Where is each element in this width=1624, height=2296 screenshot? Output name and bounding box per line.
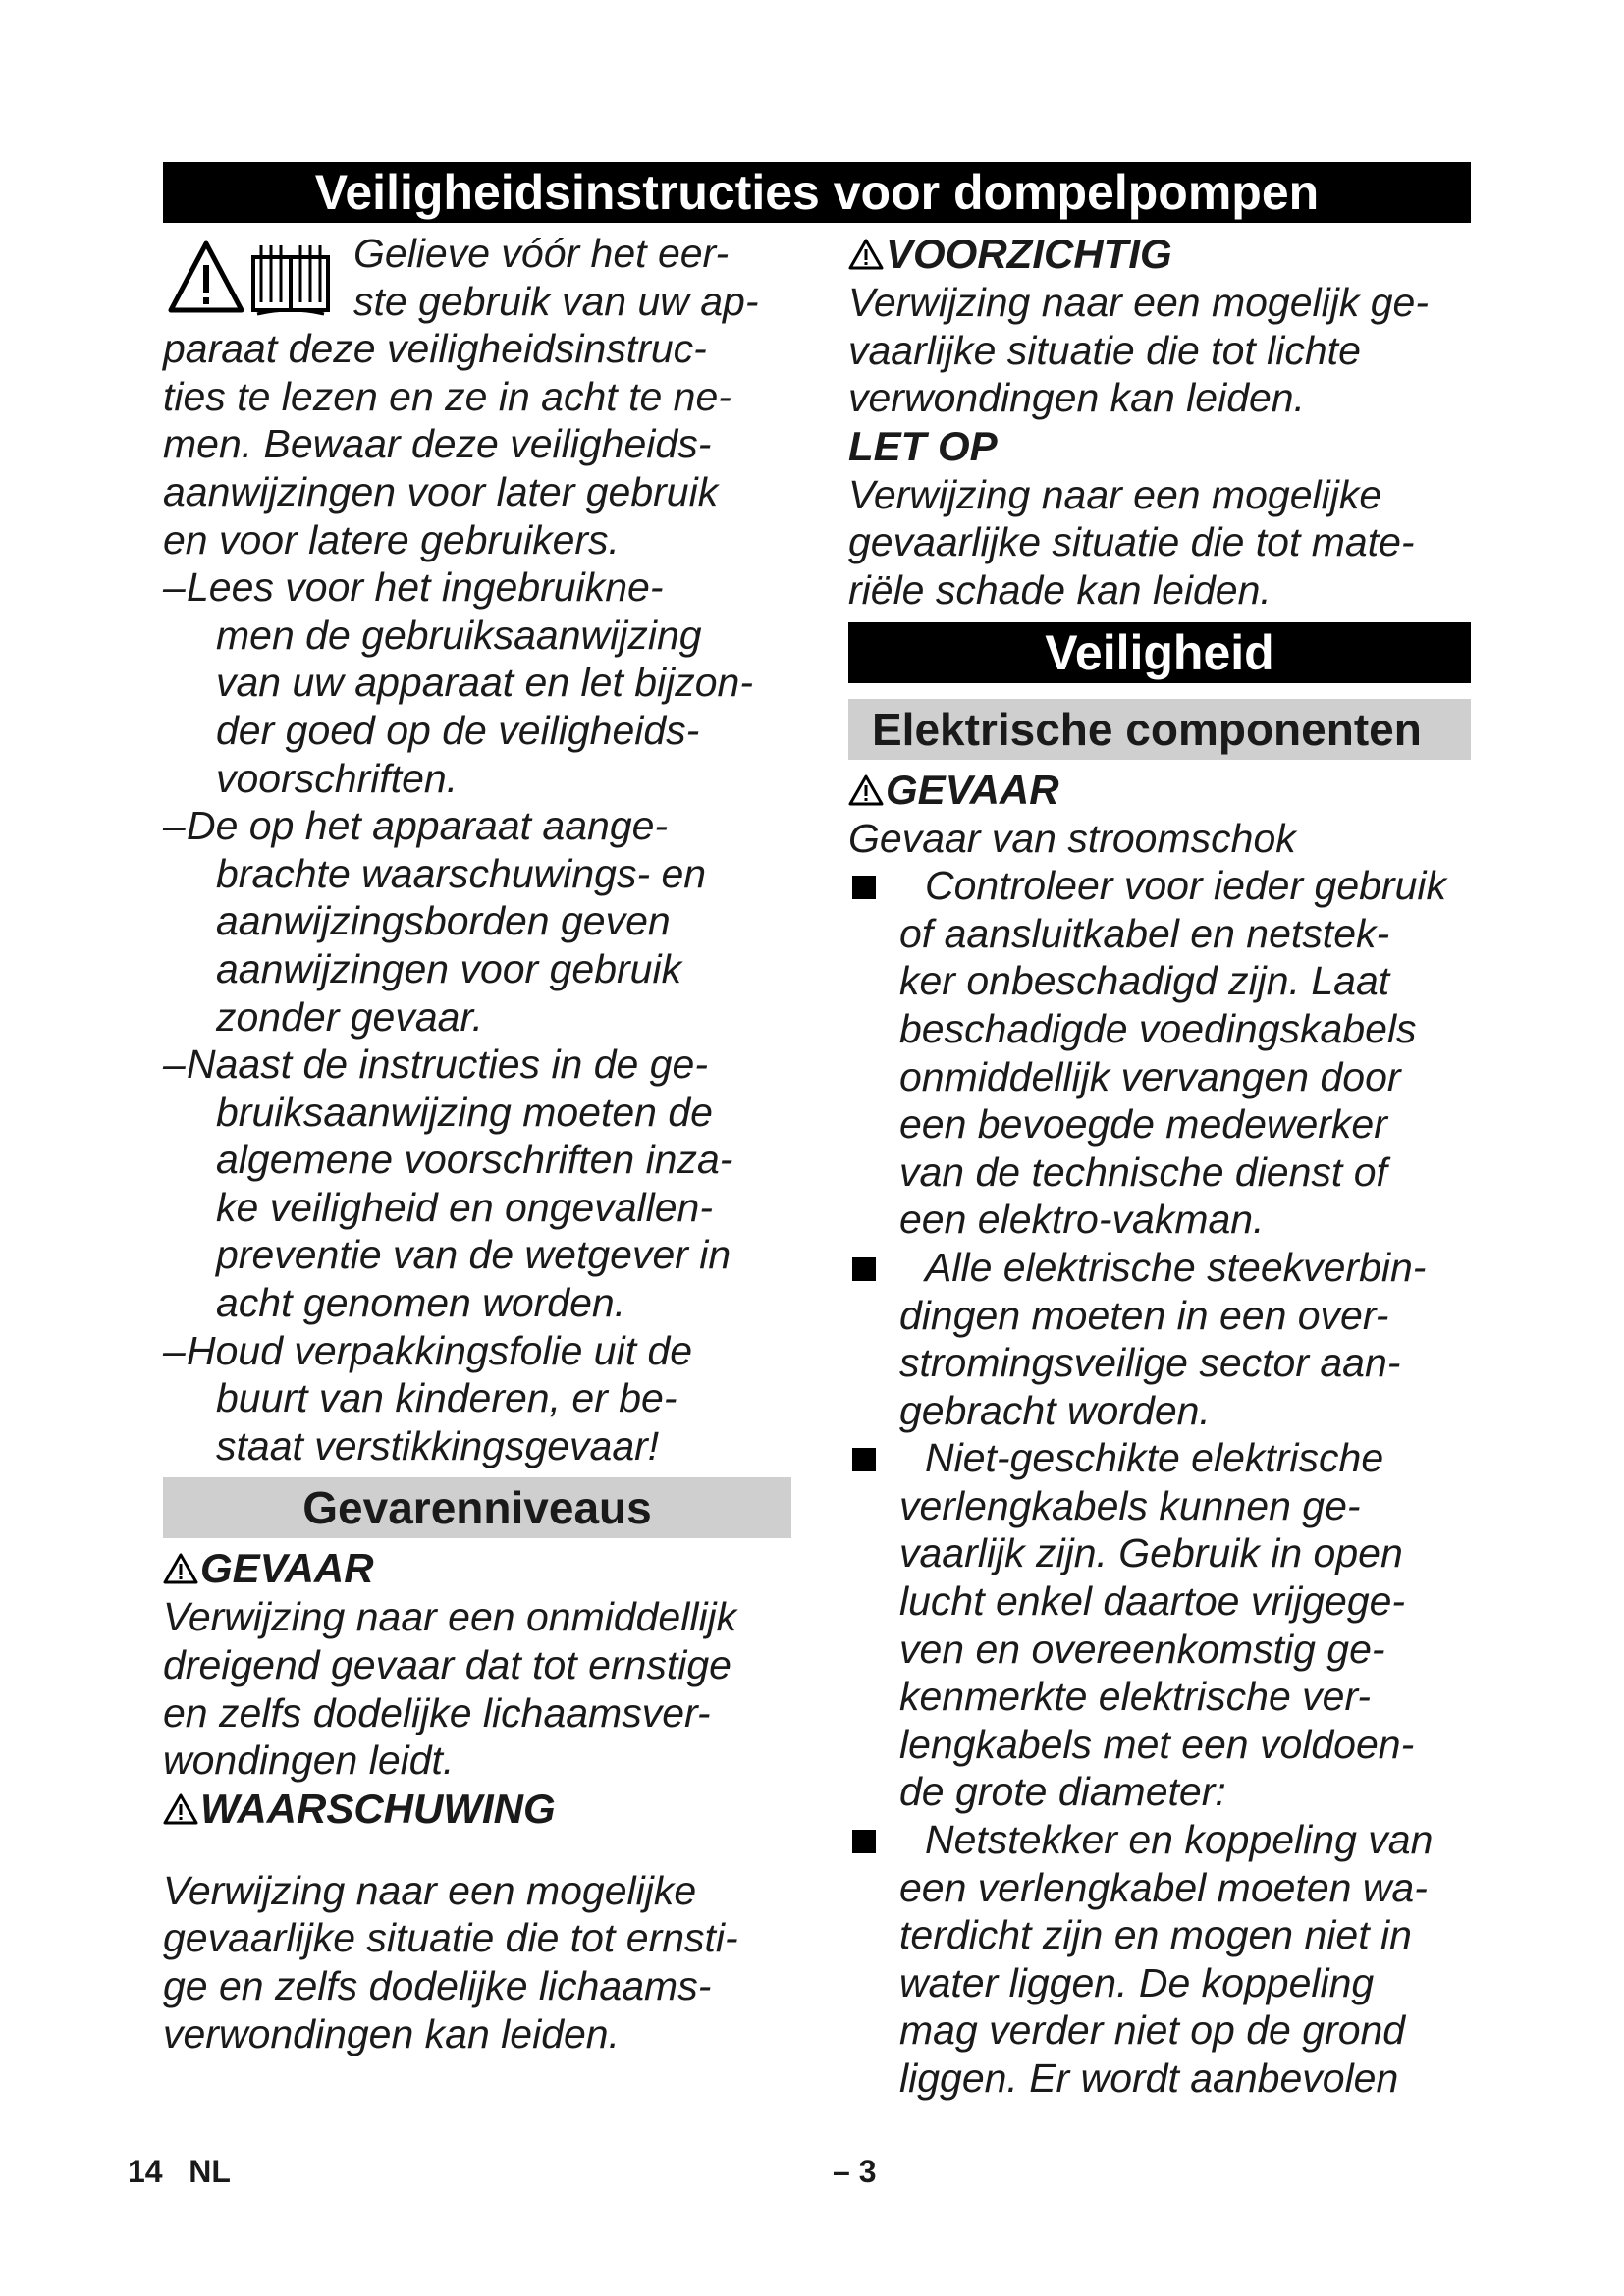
text-line: Verwijzing naar een mogelijke: [848, 471, 1382, 517]
text-line: of aansluitkabel en netstek-: [899, 910, 1390, 956]
text-line: ker onbeschadigd zijn. Laat: [899, 958, 1390, 1004]
intro-block: [163, 230, 791, 563]
text-line: van de technische dienst of: [899, 1148, 1387, 1195]
section-heading-gevarenniveaus: Gevarenniveaus: [163, 1477, 791, 1538]
text-line: Naast de instructies in de ge-: [187, 1041, 708, 1088]
dash-list-item: [163, 563, 791, 802]
signal-word-gevaar: [163, 1544, 791, 1593]
signal-word-label: GEVAAR: [200, 1545, 374, 1592]
dash-marker: –: [163, 1327, 186, 1373]
text-line: Gelieve vóór het eer-: [353, 231, 730, 276]
text-line: De op het apparaat aange-: [187, 803, 669, 849]
left-column: [163, 230, 791, 2057]
text-line: ven en overeenkomstig ge-: [899, 1626, 1385, 1672]
square-bullet-icon: [852, 1448, 876, 1471]
language-code: NL: [189, 2154, 231, 2189]
warning-triangle-icon: [163, 1552, 198, 1585]
text-line: dingen moeten in een over-: [899, 1292, 1389, 1338]
text-line: liggen. Er wordt aanbevolen: [899, 2056, 1399, 2101]
right-column: [848, 230, 1487, 2103]
gevaar-description: [163, 1593, 791, 1784]
signal-word-let-op: LET OP: [848, 422, 998, 469]
text-line: bruiksaanwijzing moeten de: [216, 1089, 713, 1135]
text-line: verlengkabels kunnen ge-: [899, 1482, 1361, 1528]
bullet-item: [848, 1816, 1487, 2103]
voorzichtig-description: [848, 279, 1487, 422]
text-line: Verwijzing naar een mogelijke: [163, 1867, 697, 1913]
text-line: gebracht worden.: [899, 1387, 1211, 1433]
warning-manual-icon: [167, 238, 334, 318]
dash-list-item: [163, 1041, 791, 1327]
text-line: acht genomen worden.: [216, 1280, 626, 1326]
text-line: een bevoegde medewerker: [899, 1101, 1387, 1148]
text-line: staat verstikkingsgevaar!: [216, 1422, 660, 1468]
dash-marker: –: [163, 803, 186, 849]
signal-word-label: VOORZICHTIG: [886, 231, 1172, 277]
text-line: de grote diameter:: [899, 1769, 1226, 1815]
text-line: aanwijzingen voor gebruik: [216, 945, 682, 991]
bullet-item: [848, 862, 1487, 1244]
text-line: van uw apparaat en let bijzon-: [216, 660, 754, 706]
text-line: en voor latere gebruikers.: [163, 516, 620, 562]
text-line: vaarlijke situatie die tot lichte: [848, 327, 1361, 373]
text-line: ke veiligheid en ongevallen-: [216, 1184, 714, 1230]
square-bullet-icon: [852, 1257, 876, 1281]
text-line: Lees voor het ingebruikne-: [187, 564, 664, 611]
footer-page-info: [128, 2154, 231, 2190]
text-line: mag verder niet op de grond: [899, 2007, 1406, 2054]
text-line: vaarlijk zijn. Gebruik in open: [899, 1530, 1403, 1576]
bullet-item: [848, 1244, 1487, 1434]
warning-triangle-icon: [848, 774, 884, 807]
page-marker: – 3: [833, 2154, 877, 2189]
dash-marker: –: [163, 1041, 186, 1088]
text-line: verwondingen kan leiden.: [163, 2010, 620, 2056]
text-line: onmiddellijk vervangen door: [899, 1053, 1401, 1099]
text-line: Verwijzing naar een onmiddellijk: [163, 1594, 737, 1640]
subsection-heading-elektrische-componenten: Elektrische componenten: [848, 699, 1471, 760]
text-line: buurt van kinderen, er be-: [216, 1375, 677, 1421]
text-line: Houd verpakkingsfolie uit de: [187, 1327, 693, 1373]
text-line: Niet-geschikte elektrische: [925, 1435, 1384, 1481]
text-line: ste gebruik van uw ap-: [353, 278, 759, 324]
bullet-item: [848, 1434, 1487, 1816]
dash-marker: –: [163, 564, 186, 611]
text-line: aanwijzingen voor later gebruik: [163, 468, 719, 514]
text-line: ge en zelfs dodelijke lichaams-: [163, 1963, 712, 2008]
warning-triangle-icon: [163, 1792, 198, 1826]
text-line: dreigend gevaar dat tot ernstige: [163, 1642, 731, 1688]
text-line: voorschriften.: [216, 755, 459, 801]
text-line: algemene voorschriften inza-: [216, 1137, 733, 1183]
text-line: kenmerkte elektrische ver-: [899, 1674, 1372, 1720]
square-bullet-icon: [852, 876, 876, 899]
text-line: Verwijzing naar een mogelijk ge-: [848, 280, 1429, 325]
signal-word-gevaar: [848, 766, 1487, 815]
dash-list-item: [163, 802, 791, 1041]
text-line: riële schade kan leiden.: [848, 566, 1272, 613]
text-line: beschadigde voedingskabels: [899, 1005, 1417, 1051]
text-line: der goed op de veiligheids-: [216, 707, 700, 753]
page-title: Veiligheidsinstructies voor dompelpompen: [163, 162, 1471, 223]
warning-triangle-icon: [848, 238, 884, 271]
let-op-description: [848, 471, 1487, 614]
text-line: verwondingen kan leiden.: [848, 375, 1305, 421]
text-line: water liggen. De koppeling: [899, 1959, 1375, 2005]
text-line: men. Bewaar deze veiligheids-: [163, 421, 712, 467]
section-heading-veiligheid: Veiligheid: [848, 622, 1471, 683]
signal-word-voorzichtig: [848, 230, 1487, 279]
intro-text-rest: [163, 325, 791, 563]
text-line: preventie van de wetgever in: [216, 1232, 731, 1278]
text-line: zonder gevaar.: [216, 993, 483, 1040]
text-line: Netstekker en koppeling van: [925, 1817, 1434, 1863]
text-line: een elektro-vakman.: [899, 1197, 1265, 1243]
text-line: Controleer voor ieder gebruik: [925, 863, 1446, 909]
text-line: stromingsveilige sector aan-: [899, 1340, 1401, 1386]
text-line: men de gebruiksaanwijzing: [216, 612, 702, 658]
text-line: terdicht zijn en mogen niet in: [899, 1912, 1412, 1958]
text-line: gevaarlijke situatie die tot ernsti-: [163, 1915, 738, 1961]
text-line: lengkabels met een voldoen-: [899, 1721, 1415, 1767]
text-line: een verlengkabel moeten wa-: [899, 1864, 1428, 1910]
signal-word-waarschuwing: [163, 1785, 791, 1834]
text-line: en zelfs dodelijke lichaamsver-: [163, 1689, 711, 1735]
gevaar-subtitle: Gevaar van stroomschok: [848, 815, 1296, 861]
page-number: 14: [128, 2154, 163, 2189]
text-line: paraat deze veiligheidsinstruc-: [163, 326, 707, 372]
text-line: wondingen leidt.: [163, 1737, 455, 1784]
text-line: aanwijzingsborden geven: [216, 898, 671, 944]
waarschuwing-description: [163, 1867, 791, 2057]
dash-list-item: [163, 1327, 791, 1470]
text-line: brachte waarschuwings- en: [216, 850, 707, 896]
text-line: Alle elektrische steekverbin-: [925, 1244, 1427, 1290]
signal-word-label: WAARSCHUWING: [200, 1785, 556, 1832]
text-line: gevaarlijke situatie die tot mate-: [848, 519, 1415, 565]
signal-word-label: GEVAAR: [886, 766, 1059, 813]
text-line: lucht enkel daartoe vrijgege-: [899, 1578, 1406, 1625]
square-bullet-icon: [852, 1830, 876, 1853]
text-line: ties te lezen en ze in acht te ne-: [163, 373, 731, 419]
